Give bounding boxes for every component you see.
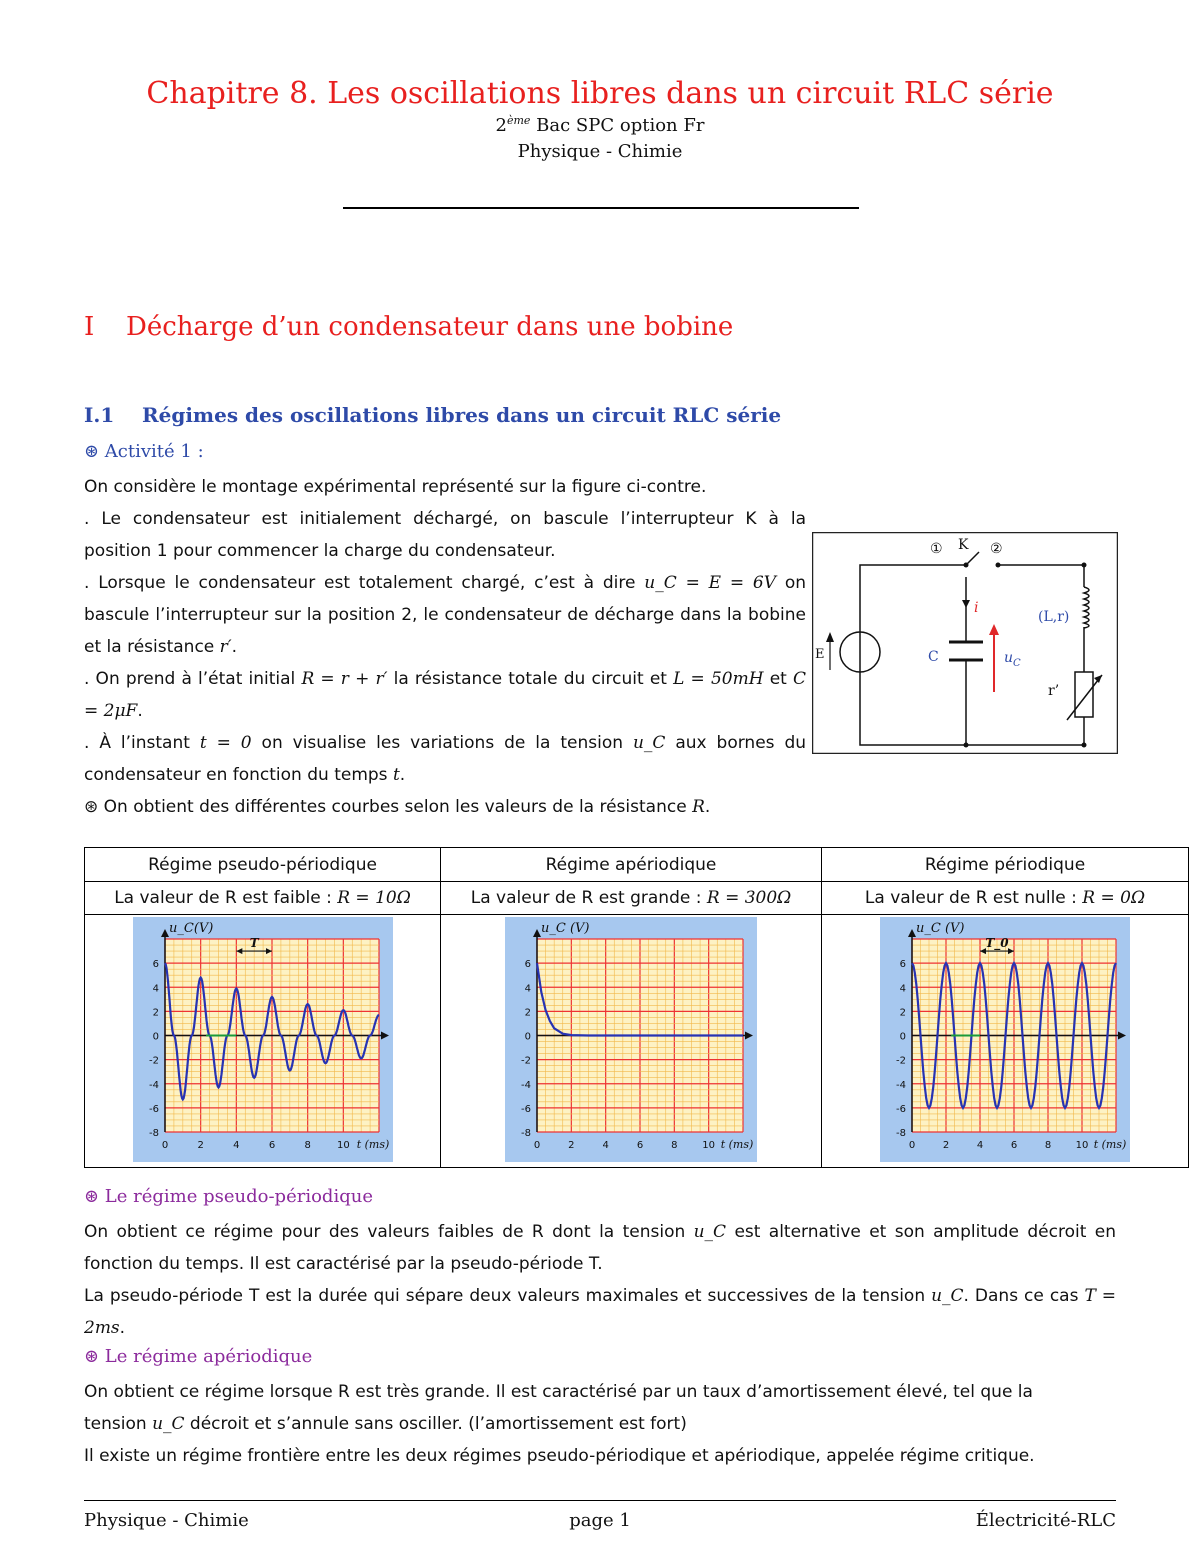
y-tick-label: 4 (152, 983, 159, 995)
intro-l4c: et (763, 669, 793, 689)
y-tick-label: -8 (896, 1128, 906, 1139)
y-tick-label: -2 (521, 1055, 531, 1067)
x-tick-label: 10 (336, 1140, 350, 1151)
resistor-label: r’ (1048, 683, 1060, 699)
x-tick-label: 2 (568, 1140, 575, 1151)
intro-paragraph (84, 503, 806, 791)
pseudo-p2b: . Dans ce cas (963, 1286, 1085, 1306)
aper-p2b: décroit et s’annule sans osciller. (l’amortissement est fort) (184, 1414, 687, 1434)
intro-line-4 (84, 663, 806, 727)
pseudo-p2-math: u_C (931, 1286, 964, 1306)
aper-line-1: On obtient ce régime lorsque R est très grande. Il est caractérisé par un taux d’amortissement élevé, tel que la (84, 1382, 1033, 1402)
voltage-label-main: u (1004, 650, 1014, 666)
pseudo-title: ⊛ Le régime pseudo-périodique (84, 1186, 373, 1207)
math-l-value: L = 50mH (673, 669, 764, 689)
cond-aper-math: R = 300Ω (706, 888, 792, 908)
x-tick-label: 0 (533, 1140, 541, 1151)
source-label: E (815, 647, 825, 662)
voltage-label-sub: C (1013, 658, 1021, 669)
y-tick-label: -4 (148, 1079, 159, 1091)
aper-line-3: Il existe un régime frontière entre les deux régimes pseudo-périodique et apériodique, appelée régime critique. (84, 1446, 1035, 1466)
y-tick-label: -6 (521, 1103, 531, 1115)
header-aper: Régime apériodique (441, 848, 822, 882)
subject: Physique - Chimie (517, 141, 683, 162)
period-label: T (249, 936, 259, 951)
footer-right: Électricité-RLC (975, 1510, 1116, 1531)
aper-p2-math: u_C (152, 1414, 185, 1434)
chart-periodic (880, 917, 1130, 1162)
y-tick-label: 2 (899, 1007, 906, 1019)
section-number: I (84, 312, 95, 342)
section-heading (84, 312, 733, 342)
pos1-label: ① (930, 541, 943, 557)
header-periodic: Régime périodique (822, 848, 1189, 882)
coil-label: (L,r) (1038, 609, 1070, 625)
aper-p2a: tension (84, 1414, 153, 1434)
pseudo-paragraph-2 (84, 1280, 1116, 1344)
y-tick-label: -8 (521, 1128, 531, 1139)
table-chart-row (85, 915, 1189, 1168)
chart-cell-pseudo (85, 915, 441, 1168)
intro-l5d: . (399, 765, 406, 785)
x-tick-label: 0 (161, 1140, 168, 1151)
x-tick-label: 10 (702, 1140, 716, 1151)
y-tick-label: 2 (524, 1007, 531, 1019)
intro-line-6 (84, 791, 1124, 823)
period-label: T_0 (985, 936, 1009, 951)
intro-l6b: . (704, 797, 711, 817)
aper-line-2 (84, 1408, 1124, 1440)
switch-label: K (958, 537, 969, 553)
y-tick-label: 0 (152, 1031, 159, 1043)
math-t0: t = 0 (199, 733, 252, 753)
x-tick-label: 6 (636, 1140, 644, 1151)
x-tick-label: 8 (1044, 1140, 1052, 1151)
circuit-diagram (812, 532, 1118, 754)
pos2-label: ② (990, 541, 1003, 557)
intro-l5c: aux bornes du condensateur en fonction du temps (84, 733, 807, 785)
title-rule (343, 207, 859, 209)
subsection-title: Régimes des oscillations libres dans un circuit RLC série (142, 403, 782, 427)
table-header-row (85, 848, 1189, 882)
y-tick-label: 0 (524, 1031, 531, 1043)
y-tick-label: -2 (896, 1055, 906, 1067)
pseudo-p2-math-t: T = 2ms (84, 1286, 1116, 1338)
pseudo-p1b: est alternative et son amplitude décroit en fonction du temps. Il est caractérisé par la pseudo-période T. (84, 1222, 1116, 1274)
header-pseudo: Régime pseudo-périodique (85, 848, 441, 882)
activity-title: ⊛ Activité 1 : (84, 441, 204, 462)
intro-l4d: . (137, 701, 143, 721)
x-axis-label: t (ms) (720, 1138, 754, 1151)
intro-line-2: . Le condensateur est initialement déchargé, on bascule l’interrupteur K à la position 1 pour commencer la charge du condensateur. (84, 509, 806, 561)
chart-cell-aper (441, 915, 822, 1168)
y-tick-label: 0 (899, 1031, 906, 1043)
level-sup: ème (506, 114, 531, 127)
cond-aper-text: La valeur de R est grande : (470, 888, 707, 908)
capacitor-label: C (928, 649, 939, 665)
chart-pseudo-periodic (133, 917, 393, 1162)
math-r: R (692, 797, 705, 817)
intro-l3c: . (231, 637, 238, 657)
cond-pseudo (85, 882, 441, 915)
y-axis-label: u_C(V) (168, 921, 213, 936)
regimes-table (84, 847, 1189, 1168)
intro-l6a: ⊛ On obtient des différentes courbes selon les valeurs de la résistance (84, 797, 693, 817)
y-axis-label: u_C (V) (916, 921, 965, 936)
x-tick-label: 2 (196, 1140, 204, 1151)
x-axis-label: t (ms) (356, 1138, 389, 1151)
x-axis-label: t (ms) (1093, 1138, 1127, 1151)
intro-l5b: on visualise les variations de la tension (251, 733, 633, 753)
table-condition-row (85, 882, 1189, 915)
y-tick-label: -6 (896, 1103, 906, 1115)
footer-page: page 1 (569, 1510, 631, 1531)
y-tick-label: 6 (899, 959, 906, 971)
y-tick-label: 6 (524, 959, 531, 971)
cond-pseudo-math: R = 10Ω (337, 888, 411, 908)
y-tick-label: -4 (521, 1079, 531, 1091)
x-tick-label: 10 (1075, 1140, 1089, 1151)
x-tick-label: 4 (602, 1140, 609, 1151)
intro-line-1: On considère le montage expérimental représenté sur la figure ci-contre. (84, 477, 707, 497)
y-axis-label: u_C (V) (541, 921, 590, 936)
y-tick-label: -4 (896, 1079, 906, 1091)
intro-line-3 (84, 567, 806, 663)
pseudo-p1-math: u_C (693, 1222, 727, 1242)
x-tick-label: 8 (303, 1140, 311, 1151)
cond-pseudo-text: La valeur de R est faible : (114, 888, 338, 908)
subsection-number: I.1 (84, 403, 115, 427)
intro-l3b: on bascule l’interrupteur sur la position 2, le condensateur de décharge dans la bobine et la résistance (84, 573, 807, 657)
y-tick-label: -2 (148, 1055, 159, 1067)
footer-left: Physique - Chimie (84, 1510, 249, 1531)
x-tick-label: 0 (908, 1140, 916, 1151)
level-line (0, 114, 1200, 136)
current-label: i (974, 600, 979, 616)
level-prefix: 2 (495, 115, 507, 136)
x-tick-label: 4 (976, 1140, 984, 1151)
math-uc: u_C (632, 733, 666, 753)
cond-periodic (822, 882, 1189, 915)
y-tick-label: 4 (899, 983, 906, 995)
x-tick-label: 8 (671, 1140, 678, 1151)
math-t: t (392, 765, 400, 785)
math-r-total: R = r + r′ (301, 669, 388, 689)
y-tick-label: -8 (148, 1128, 159, 1139)
intro-l4a: . On prend à l’état initial (84, 669, 302, 689)
intro-l5a: . À l’instant (84, 733, 200, 753)
intro-line-5 (84, 727, 806, 791)
y-tick-label: 2 (152, 1007, 159, 1019)
x-tick-label: 6 (268, 1140, 275, 1151)
resistor-symbol (1075, 672, 1093, 717)
x-tick-label: 2 (942, 1140, 950, 1151)
math-c-value: C = 2μF (84, 669, 807, 721)
y-tick-label: -6 (148, 1103, 159, 1115)
document-title: Chapitre 8. Les oscillations libres dans un circuit RLC série (146, 76, 1054, 111)
pseudo-p2c: . (119, 1318, 126, 1338)
level-rest: Bac SPC option Fr (530, 115, 705, 136)
pseudo-p1a: On obtient ce régime pour des valeurs faibles de R dont la tension (84, 1222, 694, 1242)
cond-periodic-math: R = 0Ω (1082, 888, 1146, 908)
math-uc-e: u_C = E = 6V (644, 573, 777, 593)
pseudo-p2a: La pseudo-période T est la durée qui sépare deux valeurs maximales et successives de la tension (84, 1286, 932, 1306)
pseudo-paragraph-1 (84, 1216, 1116, 1280)
cond-periodic-text: La valeur de R est nulle : (864, 888, 1083, 908)
chart-aperiodic (505, 917, 757, 1162)
section-title: Décharge d’un condensateur dans une bobine (126, 312, 734, 342)
math-r-prime: r′ (219, 637, 232, 657)
footer-rule (84, 1500, 1116, 1501)
x-tick-label: 4 (232, 1140, 240, 1151)
subsection-heading (84, 403, 781, 427)
y-tick-label: 4 (524, 983, 531, 995)
cond-aper (441, 882, 822, 915)
y-tick-label: 6 (152, 959, 159, 971)
intro-l3a: . Lorsque le condensateur est totalement chargé, c’est à dire (84, 573, 645, 593)
x-tick-label: 6 (1010, 1140, 1018, 1151)
intro-l4b: la résistance totale du circuit et (387, 669, 674, 689)
aper-title: ⊛ Le régime apériodique (84, 1346, 313, 1367)
chart-cell-periodic (822, 915, 1189, 1168)
